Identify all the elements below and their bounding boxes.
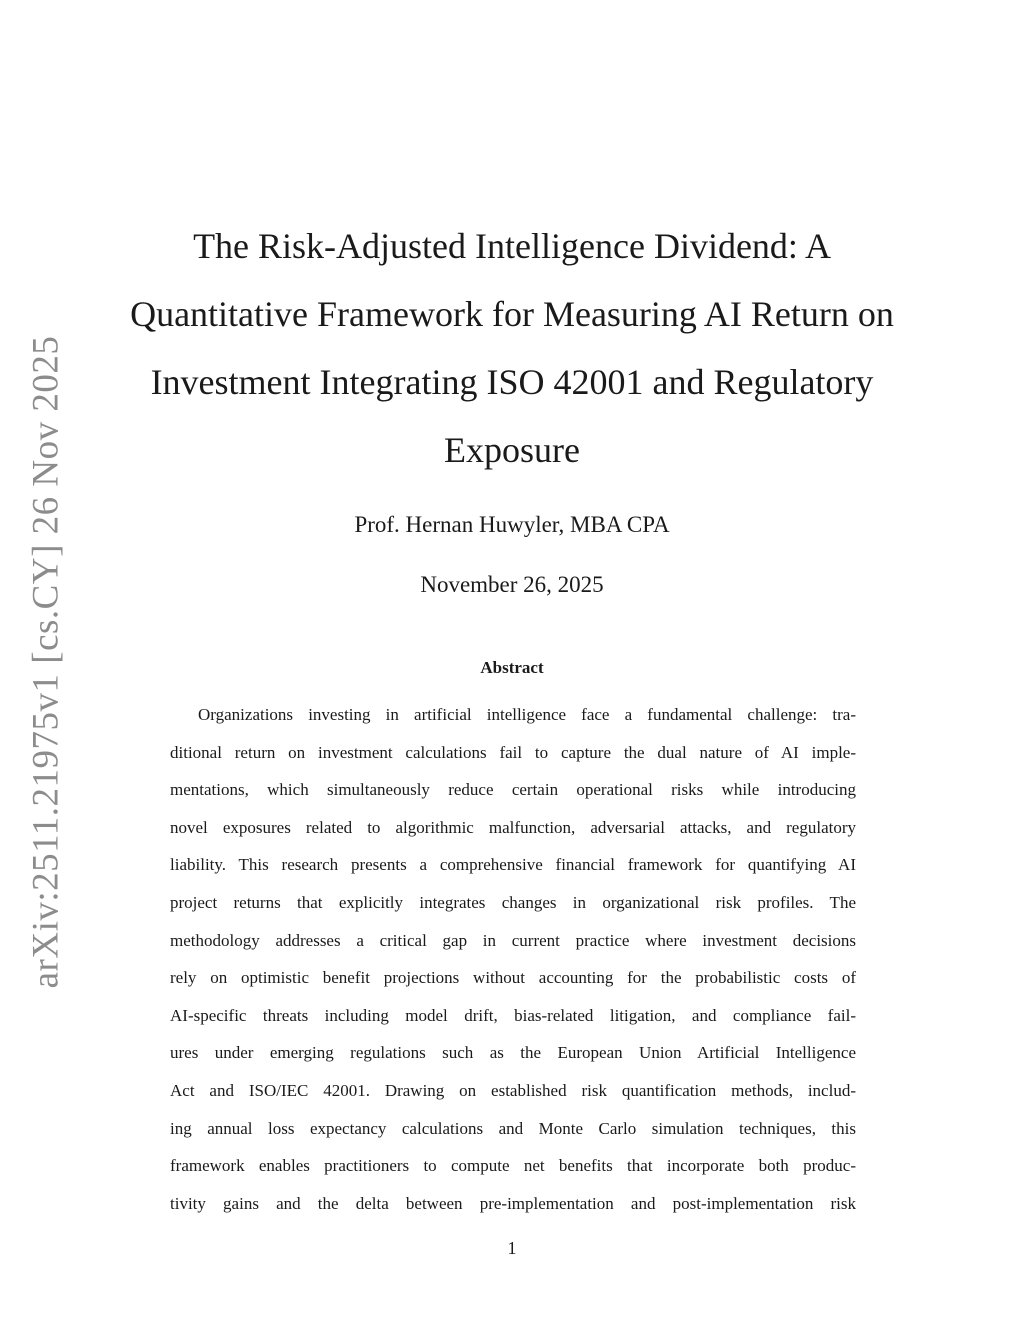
- abstract-line: tivity gains and the delta between pre-implementation and post-implementation risk: [170, 1193, 856, 1213]
- abstract-line: liability. This research presents a comprehensive financial framework for quantifying AI: [170, 855, 856, 875]
- abstract-line: novel exposures related to algorithmic malfunction, adversarial attacks, and regulatory: [170, 817, 856, 837]
- title-line: Investment Integrating ISO 42001 and Regulatory: [150, 362, 874, 402]
- abstract-heading: Abstract: [480, 658, 544, 677]
- title-line: The Risk-Adjusted Intelligence Dividend: A: [193, 226, 831, 266]
- abstract-line: Organizations investing in artificial intelligence face a fundamental challenge: tra-: [198, 705, 856, 724]
- page-number: 1: [507, 1238, 517, 1258]
- abstract-line: methodology addresses a critical gap in current practice where investment decisions: [170, 930, 856, 950]
- arxiv-identifier-stamp: arXiv:2511.21975v1 [cs.CY] 26 Nov 2025: [25, 335, 67, 989]
- title-line: Quantitative Framework for Measuring AI Return on: [130, 294, 894, 334]
- abstract-line: framework enables practitioners to compute net benefits that incorporate both produc-: [170, 1156, 856, 1176]
- author-name: Prof. Hernan Huwyler, MBA CPA: [354, 512, 670, 537]
- title-line: Exposure: [444, 430, 580, 470]
- abstract-line: ing annual loss expectancy calculations and Monte Carlo simulation techniques, this: [170, 1118, 856, 1138]
- abstract-body: [170, 696, 856, 1222]
- abstract-line: ures under emerging regulations such as the European Union Artificial Intelligence: [170, 1043, 856, 1063]
- paper-title: [130, 212, 894, 484]
- abstract-line: mentations, which simultaneously reduce certain operational risks while introducing: [170, 780, 856, 800]
- abstract-line: rely on optimistic benefit projections without accounting for the probabilistic costs of: [170, 968, 856, 988]
- publication-date: November 26, 2025: [420, 572, 604, 597]
- abstract-line: project returns that explicitly integrates changes in organizational risk profiles. The: [170, 892, 856, 912]
- abstract-line: AI-specific threats including model drift, bias-related litigation, and compliance fail-: [170, 1005, 856, 1025]
- abstract-line: ditional return on investment calculations fail to capture the dual nature of AI imple-: [170, 742, 856, 762]
- abstract-line: Act and ISO/IEC 42001. Drawing on established risk quantification methods, includ-: [170, 1080, 856, 1100]
